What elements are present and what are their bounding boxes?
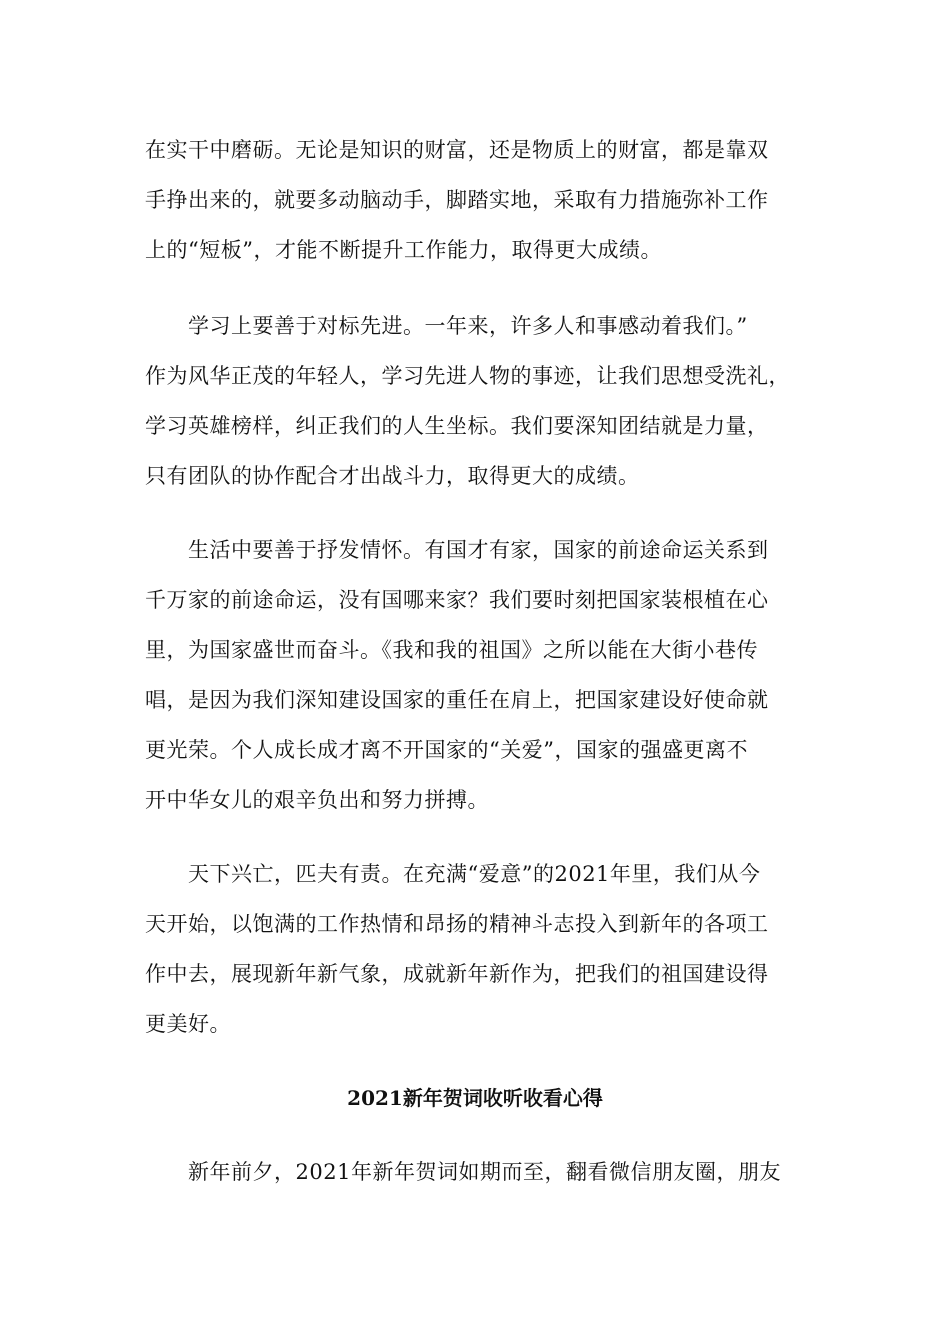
text-line: 天下兴亡，匹夫有责。在充满“爱意”的2021年里，我们从今	[145, 862, 761, 886]
section-heading: 2021新年贺词收听收看心得	[347, 1086, 603, 1110]
text-line: 学习上要善于对标先进。一年来，许多人和事感动着我们。”	[145, 314, 748, 338]
text-line: 更光荣。个人成长成才离不开国家的“关爱”，国家的强盛更离不	[145, 738, 748, 762]
text-line: 学习英雄榜样，纠正我们的人生坐标。我们要深知团结就是力量，	[145, 414, 769, 438]
text-line: 只有团队的协作配合才出战斗力，取得更大的成绩。	[145, 464, 640, 488]
text-line: 唱，是因为我们深知建设国家的重任在肩上，把国家建设好使命就	[145, 688, 769, 712]
text-line: 天开始，以饱满的工作热情和昂扬的精神斗志投入到新年的各项工	[145, 912, 769, 936]
text-line: 手挣出来的，就要多动脑动手，脚踏实地，采取有力措施弥补工作	[145, 188, 769, 212]
text-line: 作为风华正茂的年轻人，学习先进人物的事迹，让我们思想受洗礼，	[145, 364, 790, 388]
text-line: 开中华女儿的艰辛负出和努力拼搏。	[145, 788, 489, 812]
text-line: 新年前夕，2021年新年贺词如期而至，翻看微信朋友圈，朋友	[145, 1160, 781, 1184]
text-line: 上的“短板”，才能不断提升工作能力，取得更大成绩。	[145, 238, 662, 262]
text-line: 作中去，展现新年新气象，成就新年新作为，把我们的祖国建设得	[145, 962, 769, 986]
text-line: 里，为国家盛世而奋斗。《我和我的祖国》之所以能在大街小巷传	[145, 638, 758, 662]
text-line: 生活中要善于抒发情怀。有国才有家，国家的前途命运关系到	[145, 538, 769, 562]
text-line: 在实干中磨砺。无论是知识的财富，还是物质上的财富，都是靠双	[145, 138, 769, 162]
text-line: 更美好。	[145, 1012, 231, 1036]
text-line: 千万家的前途命运，没有国哪来家？我们要时刻把国家装根植在心	[145, 588, 769, 612]
